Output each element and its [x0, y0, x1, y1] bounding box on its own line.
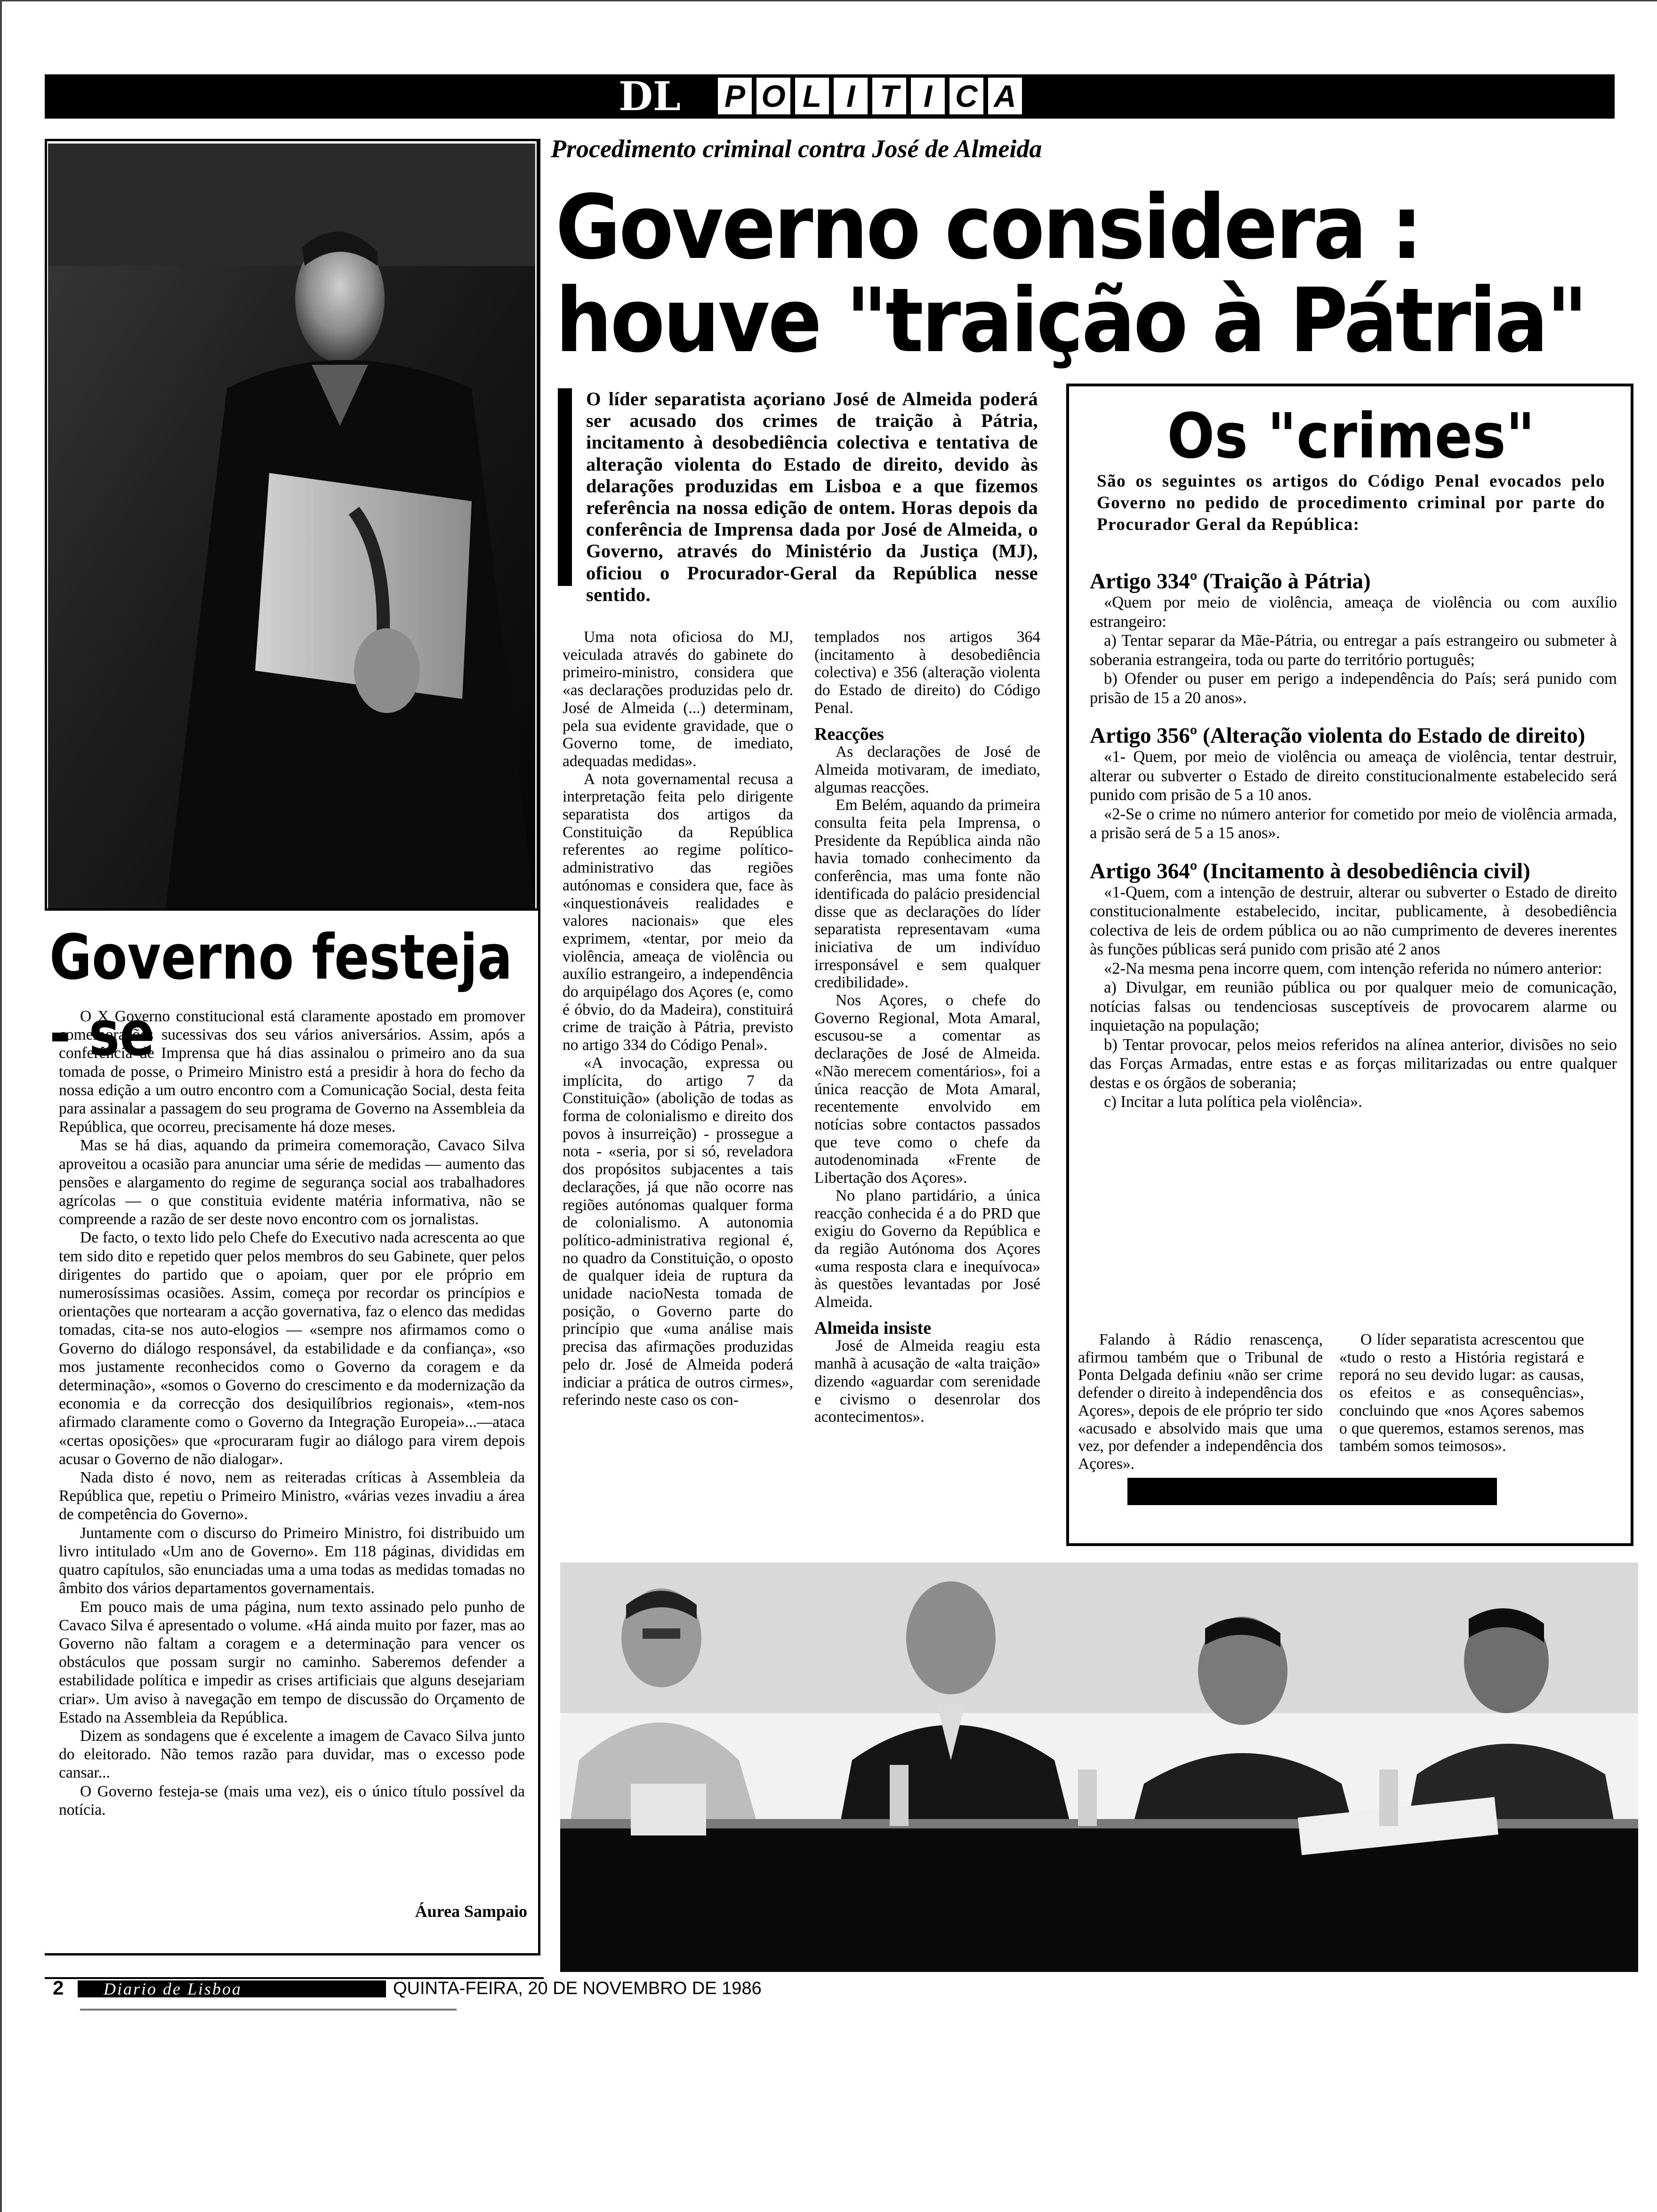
- article-heading: Artigo 364º (Incitamento à desobediência civil): [1090, 858, 1530, 883]
- reaccoes-section: [814, 743, 1040, 1311]
- main-paragraph: José de Almeida reagiu esta manhã à acusação de «alta traição» dizendo «aguardar com serenidade e civismo o desenrolar dos acontecimentos».: [814, 1337, 1040, 1426]
- page-number: 2: [53, 1977, 64, 1999]
- section-letter: I: [834, 78, 868, 114]
- section-letter: T: [872, 78, 906, 114]
- crimes-articles: [1090, 553, 1617, 1112]
- main-column-3: [1078, 1331, 1323, 1473]
- section-letter: C: [949, 78, 983, 114]
- main-paragraph: Falando à Rádio renascença, afirmou também que o Tribunal de Ponta Delgada definiu «não ser crime defender o direito à independência dos Açores», depois de ele próprio ter sido «acusado e absolvido mais que uma vez, por defender a independência dos Açores».: [1078, 1331, 1323, 1473]
- main-headline: [555, 176, 1638, 372]
- article-heading: Artigo 334º (Traição à Pátria): [1090, 569, 1371, 593]
- subhead-almeida-insiste: Almeida insiste: [814, 1318, 932, 1338]
- main-headline-line1: Governo considera :: [555, 176, 1421, 279]
- article-body: [1090, 883, 1617, 1112]
- section-letter: L: [795, 78, 829, 114]
- main-paragraph: «A invocação, expressa ou implícita, do artigo 7 da Constituição» (abolição de todas as forma de colonialismo e direito dos povos à insurreição) - prossegue a nota - «seria, por si só, reveladora dos propósitos subjacentes a tais declarações, já que não ocorre nas regiões autónomas qualquer forma de colonialismo. A autonomia político-administrativa regional é, no quadro da Constituição, o oposto de qualquer ideia de ruptura da unidade nacioNesta tomada de posição, o Governo parte do princípio que «uma análise mais precisa das afirmações produzidas pelo dr. José de Almeida poderá indiciar a prática de outros cirmes», referindo neste caso os con-: [563, 1054, 793, 1409]
- main-paragraph: A nota governamental recusa a interpretação feita pelo dirigente separatista dos artigos da Constituição da República referentes ao regime político-administrativo das regiões autónomas e considera que, face às «inquestionáveis realidades e valores nacionais» que eles exprimem, «tentar, por meio da violência, ameaça de violência ou auxílio estrangeiro, a independência do arquipélago dos Açores (e, como é óbvio, do da Madeira), constituirá crime de traição à Pátria, previsto no artigo 334 do Código Penal».: [563, 770, 793, 1054]
- main-paragraph: No plano partidário, a única reacção conhecida é a do PRD que exigiu do Governo da República e da região Autónoma dos Açores «uma resposta clara e inequívoca» às questões levantadas por José Almeida.: [814, 1186, 1040, 1311]
- crimes-box-end-bar: [1127, 1478, 1497, 1505]
- article-paragraph: «1-Quem, com a intenção de destruir, alterar ou subverter o Estado de direito constitucionalmente estabelecido, incitar, publicamente, à desobediência colectiva de leis de ordem pública ou ao não cumprimento de deveres inerentes às funções públicas será punido com prisão até 2 anos: [1090, 883, 1617, 958]
- left-story-paragraph: Nada disto é novo, nem as reiteradas críticas à Assembleia da República que, repetiu o Primeiro Ministro, «várias vezes invadiu a área de competência do Governo».: [59, 1469, 525, 1523]
- crimes-intro: São os seguintes os artigos do Código Penal evocados pelo Governo no pedido de procedimento criminal por parte do Procurador Geral da República:: [1097, 472, 1605, 534]
- main-column-2: [814, 628, 1040, 1426]
- main-column-1: [563, 628, 793, 1409]
- left-story-paragraph: De facto, o texto lido pelo Chefe do Executivo nada acrescenta ao que tem sido dito e repetido quer pelos membros do seu Gabinete, quer pelos dirigentes do partido que o apoiam, quer por ele próprio em numerosíssimas ocasiões. Assim, começa por recordar os princípios e orientações que nortearam a acção governativa, faz o elenco das medidas tomadas, cita-se nos auto-elogios — «sempre nos afirmamos como o Governo do diálogo responsável, da estabilidade e da confiança», «so mos justamente reconhecidos como o Governo da coragem e da determinação», «somos o Governo do crescimento e da modernização da economia e da correcção dos desiquilíbrios regionais», «tem-nos afirmado claramente como o Governo da Integração Europeia»...—ataca «certas oposições» que «procuraram fugir ao diálogo para virem depois acusar o Governo de não dialogar».: [59, 1229, 525, 1468]
- almeida-insiste-section: [814, 1337, 1040, 1426]
- article-paragraph: b) Ofender ou puser em perigo a independência do País; será punido com prisão de 15 a 20 anos».: [1090, 670, 1617, 707]
- main-paragraph: As declarações de José de Almeida motivaram, de imediato, algumas reacções.: [814, 743, 1040, 796]
- left-story-paragraph: Mas se há dias, aquando da primeira comemoração, Cavaco Silva aproveitou a ocasião para anunciar uma série de medidas — aumento das pensões e alargamento do regime de segurança social aos trabalhadores agrícolas — o que constituia evidente matéria informativa, não se compreende a razão de ser deste novo encontro com os jornalistas.: [59, 1137, 525, 1228]
- main-column-4: [1339, 1331, 1584, 1455]
- main-kicker: Procedimento criminal contra José de Almeida: [551, 135, 1042, 163]
- main-paragraph: Nos Açores, o chefe do Governo Regional, Mota Amaral, escusou-se a comentar as declarações de José de Almeida. «Não merecem comentários», foi a única reacção de Mota Amaral, recentemente envolvido em notícias sobre contactos passados que teve como o chefe da autodenominada «Frente de Libertação dos Açores».: [814, 992, 1040, 1187]
- scan-edge-left: [0, 0, 2, 2212]
- article-paragraph: «2-Na mesma pena incorre quem, com intenção referida no número anterior:: [1104, 959, 1602, 978]
- left-frame-bottom-rule: [45, 1953, 540, 1956]
- left-story-paragraph: O Governo festeja-se (mais uma vez), eis o único título possível da notícia.: [59, 1782, 525, 1819]
- portrait-photo-image: [48, 144, 535, 908]
- left-story-paragraph: Dizem as sondagens que é excelente a imagem de Cavaco Silva junto do eleitorado. Não temos razão para duvidar, mas o excesso pode cansar...: [59, 1727, 525, 1782]
- lead-marker-bar: [558, 388, 572, 586]
- scan-edge-top: [0, 0, 1657, 1]
- left-story-author: Áurea Sampaio: [415, 1902, 527, 1921]
- article-paragraph: «2-Se o crime no número anterior for cometido por meio de violência armada, a prisão será de 5 a 15 anos».: [1090, 805, 1617, 842]
- publication-date: QUINTA-FEIRA, 20 DE NOVEMBRO DE 1986: [393, 1979, 762, 1998]
- section-letter: P: [718, 78, 752, 114]
- column-2-intro: templados nos artigos 364 (incitamento à desobediência colectiva) e 356 (alteração violenta do Estado de direito) do Código Penal.: [814, 628, 1040, 717]
- print-noise: [80, 2006, 457, 2015]
- section-title: [718, 78, 1022, 115]
- left-story-body: [59, 1007, 525, 1819]
- article-paragraph: «Quem por meio de violência, ameaça de violência ou com auxílio estrangeiro:: [1090, 593, 1617, 631]
- main-headline-line2: houve "traição à Pátria": [555, 269, 1586, 372]
- article-paragraph: «1- Quem, por meio de violência ou ameaça de violência, tentar destruir, alterar ou subverter o Estado de direito constitucionalmente estabelecido será punido com prisão de 5 a 10 anos.: [1090, 748, 1617, 804]
- article-paragraph: a) Tentar separar da Mãe-Pátria, ou entregar a país estrangeiro ou submeter à soberania estrangeira, toda ou parte do território português;: [1090, 632, 1617, 669]
- section-letter: A: [988, 78, 1022, 114]
- article-heading: Artigo 356º (Alteração violenta do Estado de direito): [1090, 723, 1585, 748]
- article-body: [1090, 593, 1617, 707]
- portrait-photo: [48, 144, 535, 908]
- left-story-paragraph: Em pouco mais de uma página, num texto assinado pelo punho de Cavaco Silva é apresentado o volume. «Há ainda muito por fazer, mas ao Governo não faltam a coragem e a determinação para vencer os obstáculos que possam surgir no caminho. Saberemos defender a estabilidade política e impedir as crises artificiais que alguns desejariam criar». Um aviso à navegação em tempo de discussão do Orçamento de Estado na Assembleia da República.: [59, 1598, 525, 1726]
- section-letter: I: [911, 78, 945, 114]
- left-story-paragraph: Juntamente com o discurso do Primeiro Ministro, foi distribuido um livro intitulado «Um ano de Governo». Em 118 páginas, divididas em quatro capítulos, são enunciadas uma a uma todas as medidas tomadas no âmbito dos vários departamentos governamentais.: [59, 1524, 525, 1597]
- article-paragraph: c) Incitar a luta política pela violência».: [1104, 1093, 1362, 1111]
- press-conference-photo: [560, 1563, 1638, 1972]
- article-paragraph: b) Tentar provocar, pelos meios referidos na alínea anterior, divisões no seio das Forças Armadas, entre estas e as forças militarizadas ou entre qualquer destas e os órgãos de soberania;: [1090, 1035, 1617, 1092]
- left-story-paragraph: O X Governo constitucional está claramente apostado em promover comemorações sucessivas dos seu vários aniversários. Assim, após a conferência de Imprensa que há dias assinalou o primeiro ano da sua tomada de posse, o Primeiro Ministro está a presidir à hora do fecho da nossa edição a um outro encontro com a Comunicação Social, desta feita para assinalar a passagem do seu programa de Governo na Assembleia da República, que ocorreu, precisamente há doze meses.: [59, 1008, 525, 1136]
- subhead-reaccoes: Reacções: [814, 724, 884, 744]
- article-body: [1090, 747, 1617, 843]
- article-paragraph: a) Divulgar, em reunião pública ou por qualquer meio de comunicação, notícias falsas ou tendenciosas susceptíveis de provocarem alarme ou inquietação na população;: [1090, 978, 1617, 1034]
- press-conference-image: [560, 1563, 1638, 1972]
- publication-name: Diario de Lisboa: [78, 1980, 386, 1997]
- main-lead: O líder separatista açoriano José de Almeida poderá ser acusado dos crimes de traição à Pátria, incitamento à desobediência colectiva e tentativa de alteração violenta do Estado de direito, devido às delarações produzidas em Lisboa e a que fizemos referência na nossa edição de ontem. Horas depois da conferência de Imprensa dada por José de Almeida, o Governo, através do Ministério da Justiça (MJ), oficiou o Procurador-Geral da República nesse sentido.: [586, 388, 1038, 605]
- crimes-title: Os "crimes": [1167, 400, 1535, 473]
- newspaper-logo: DL: [619, 73, 681, 120]
- main-paragraph: Uma nota oficiosa do MJ, veiculada através do gabinete do primeiro-ministro, considera que «as declarações produzidas pelo dr. José de Almeida (...) determinam, pela sua evidente gravidade, que o Governo tome, de imediato, adequadas medidas».: [563, 628, 793, 770]
- left-headline: Governo festeja - se: [49, 921, 513, 1070]
- left-frame-rule: [538, 139, 540, 1956]
- section-letter: O: [756, 78, 790, 114]
- main-paragraph: O líder separatista acrescentou que «tudo o resto a História registará e reporá no seu devido lugar: as causas, os efeitos e as consequências», concluindo que «nos Açores sabemos o que queremos, estamos serenos, mas também somos teimosos».: [1339, 1331, 1584, 1455]
- main-paragraph: Em Belém, aquando da primeira consulta feita pela Imprensa, o Presidente da República ainda não havia tomado conhecimento da conferência, mas uma fonte não identificada do palácio presidencial disse que as declarações do líder separatista representavam «uma iniciativa de um indivíduo irresponsável e sem qualquer credibilidade».: [814, 796, 1040, 992]
